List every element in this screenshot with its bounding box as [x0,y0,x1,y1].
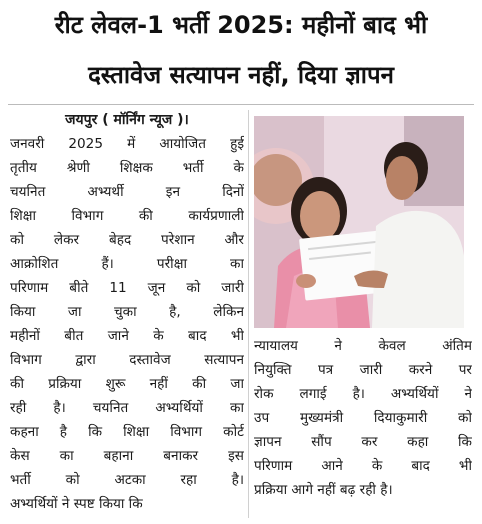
column-rule [248,110,249,518]
photo-memorandum-handover-icon [254,116,464,328]
article-line: केस का बहाना बनाकर इस [10,448,244,464]
article-line: की प्रक्रिया शुरू नहीं की जा [10,376,244,392]
article-line: कहना है कि शिक्षा विभाग कोर्ट [10,424,244,440]
article-line: परिणाम बीते 11 जून को जारी [10,280,244,296]
headline-divider [8,104,474,105]
article-line: आक्रोशित हैं। परीक्षा का [10,256,244,272]
article-line: परिणाम आने के बाद भी [254,458,472,474]
headline-line-1: रीट लेवल-1 भर्ती 2025: महीनों बाद भी [54,11,428,39]
article-line: महीनों बीत जाने के बाद भी [10,328,244,344]
byline: जयपुर ( मॉर्निंग न्यूज )। [65,112,189,128]
article-column-left [10,108,244,516]
article-line: जनवरी 2025 में आयोजित हुई [10,136,244,152]
article-line: ज्ञापन सौंप कर कहा कि [254,434,472,450]
article-line: रही है। चयनित अभ्यर्थियों का [10,400,244,416]
article-line: विभाग द्वारा दस्तावेज सत्यापन [10,352,244,368]
news-photo [254,116,464,328]
article-line: किया जा चुका है, लेकिन [10,304,244,320]
article-line: अभ्यर्थियों ने स्पष्ट किया कि [10,496,143,512]
article-line: प्रक्रिया आगे नहीं बढ़ रही है। [254,482,393,498]
article-column-right [254,334,472,502]
article-line: उप मुख्यमंत्री दियाकुमारी को [254,410,472,426]
article-line: भर्ती को अटका रहा है। [10,472,244,488]
article-line: तृतीय श्रेणी शिक्षक भर्ती के [10,160,244,176]
article-line: न्यायालय ने केवल अंतिम [254,338,472,354]
article-line: चयनित अभ्यर्थी इन दिनों [10,184,244,200]
article-line: नियुक्ति पत्र जारी करने पर [254,362,472,378]
headline-line-2: दस्तावेज सत्यापन नहीं, दिया ज्ञापन [88,61,394,89]
article-line: शिक्षा विभाग की कार्यप्रणाली [10,208,244,224]
article-line: को लेकर बेहद परेशान और [10,232,244,248]
article-line: रोक लगाई है। अभ्यर्थियों ने [254,386,472,402]
